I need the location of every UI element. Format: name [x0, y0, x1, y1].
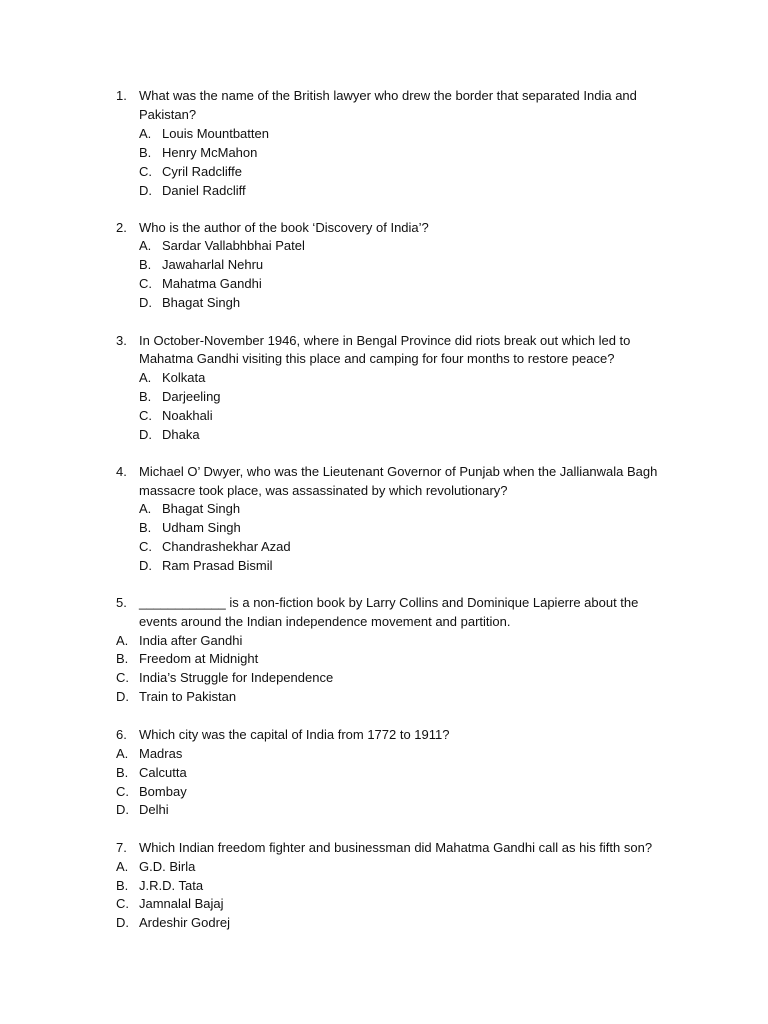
option-text: Udham Singh	[162, 520, 241, 535]
option-letter: D.	[139, 295, 152, 310]
option-letter: C.	[139, 408, 152, 423]
option-text: Chandrashekhar Azad	[162, 539, 291, 554]
option-letter: C.	[139, 164, 152, 179]
option-letter: A.	[139, 126, 152, 141]
question-text: What was the name of the British lawyer who drew the border that separated India and	[139, 88, 637, 103]
question-number: 6.	[116, 727, 127, 742]
option-text: Delhi	[139, 802, 169, 817]
option-letter: A.	[139, 370, 152, 385]
option-letter: C.	[139, 276, 152, 291]
question-number: 4.	[116, 464, 127, 479]
option-text: Darjeeling	[162, 389, 221, 404]
option-text: Calcutta	[139, 765, 187, 780]
option-text: Henry McMahon	[162, 145, 258, 160]
question-text: Which city was the capital of India from 1772 to 1911?	[139, 727, 450, 742]
option-text: India after Gandhi	[139, 633, 243, 648]
option-letter: B.	[116, 765, 129, 780]
option-letter: D.	[139, 183, 152, 198]
option-text: J.R.D. Tata	[139, 878, 204, 893]
option-text: Kolkata	[162, 370, 206, 385]
question-text: ____________ is a non-fiction book by Larry Collins and Dominique Lapierre about the	[139, 595, 639, 610]
option-letter: B.	[139, 389, 152, 404]
option-text: Madras	[139, 746, 183, 761]
option-text: Bhagat Singh	[162, 295, 241, 310]
question-number: 1.	[116, 88, 127, 103]
option-letter: C.	[116, 784, 129, 799]
question-text: Who is the author of the book ‘Discovery of India’?	[139, 220, 429, 235]
option-text: Bhagat Singh	[162, 501, 241, 516]
question-text: In October-November 1946, where in Bengal Province did riots break out which led to	[139, 333, 631, 348]
option-text: Dhaka	[162, 427, 200, 442]
question-number: 3.	[116, 333, 127, 348]
option-letter: A.	[116, 633, 129, 648]
question-text: Michael O’ Dwyer, who was the Lieutenant Governor of Punjab when the Jallianwala Bagh	[139, 464, 658, 479]
question-text: Pakistan?	[139, 107, 197, 122]
option-letter: D.	[116, 689, 129, 704]
option-letter: C.	[116, 896, 129, 911]
option-letter: A.	[116, 746, 129, 761]
question-text: Mahatma Gandhi visiting this place and camping for four months to restore peace?	[139, 351, 615, 366]
option-text: Freedom at Midnight	[139, 651, 259, 666]
option-text: Daniel Radcliff	[162, 183, 246, 198]
option-text: Bombay	[139, 784, 187, 799]
option-text: Ardeshir Godrej	[139, 915, 231, 930]
question-text: massacre took place, was assassinated by which revolutionary?	[139, 483, 508, 498]
option-text: Noakhali	[162, 408, 213, 423]
question-number: 7.	[116, 840, 127, 855]
option-letter: D.	[139, 427, 152, 442]
question-number: 2.	[116, 220, 127, 235]
option-letter: D.	[116, 802, 129, 817]
option-letter: A.	[139, 238, 152, 253]
option-letter: A.	[139, 501, 152, 516]
option-text: Louis Mountbatten	[162, 126, 269, 141]
option-letter: B.	[139, 145, 152, 160]
option-letter: D.	[139, 558, 152, 573]
option-text: Ram Prasad Bismil	[162, 558, 273, 573]
option-letter: B.	[116, 651, 129, 666]
question-number: 5.	[116, 595, 127, 610]
option-letter: B.	[116, 878, 129, 893]
option-letter: B.	[139, 257, 152, 272]
option-text: Cyril Radcliffe	[162, 164, 242, 179]
option-text: Sardar Vallabhbhai Patel	[162, 238, 305, 253]
option-letter: C.	[139, 539, 152, 554]
option-letter: B.	[139, 520, 152, 535]
option-letter: D.	[116, 915, 129, 930]
option-text: Jamnalal Bajaj	[139, 896, 224, 911]
option-text: India’s Struggle for Independence	[139, 670, 334, 685]
option-text: Train to Pakistan	[139, 689, 237, 704]
option-letter: A.	[116, 859, 129, 874]
option-text: Mahatma Gandhi	[162, 276, 262, 291]
question-text: events around the Indian independence movement and partition.	[139, 614, 511, 629]
question-text: Which Indian freedom fighter and businessman did Mahatma Gandhi call as his fifth son?	[139, 840, 653, 855]
option-text: G.D. Birla	[139, 859, 196, 874]
option-text: Jawaharlal Nehru	[162, 257, 264, 272]
option-letter: C.	[116, 670, 129, 685]
